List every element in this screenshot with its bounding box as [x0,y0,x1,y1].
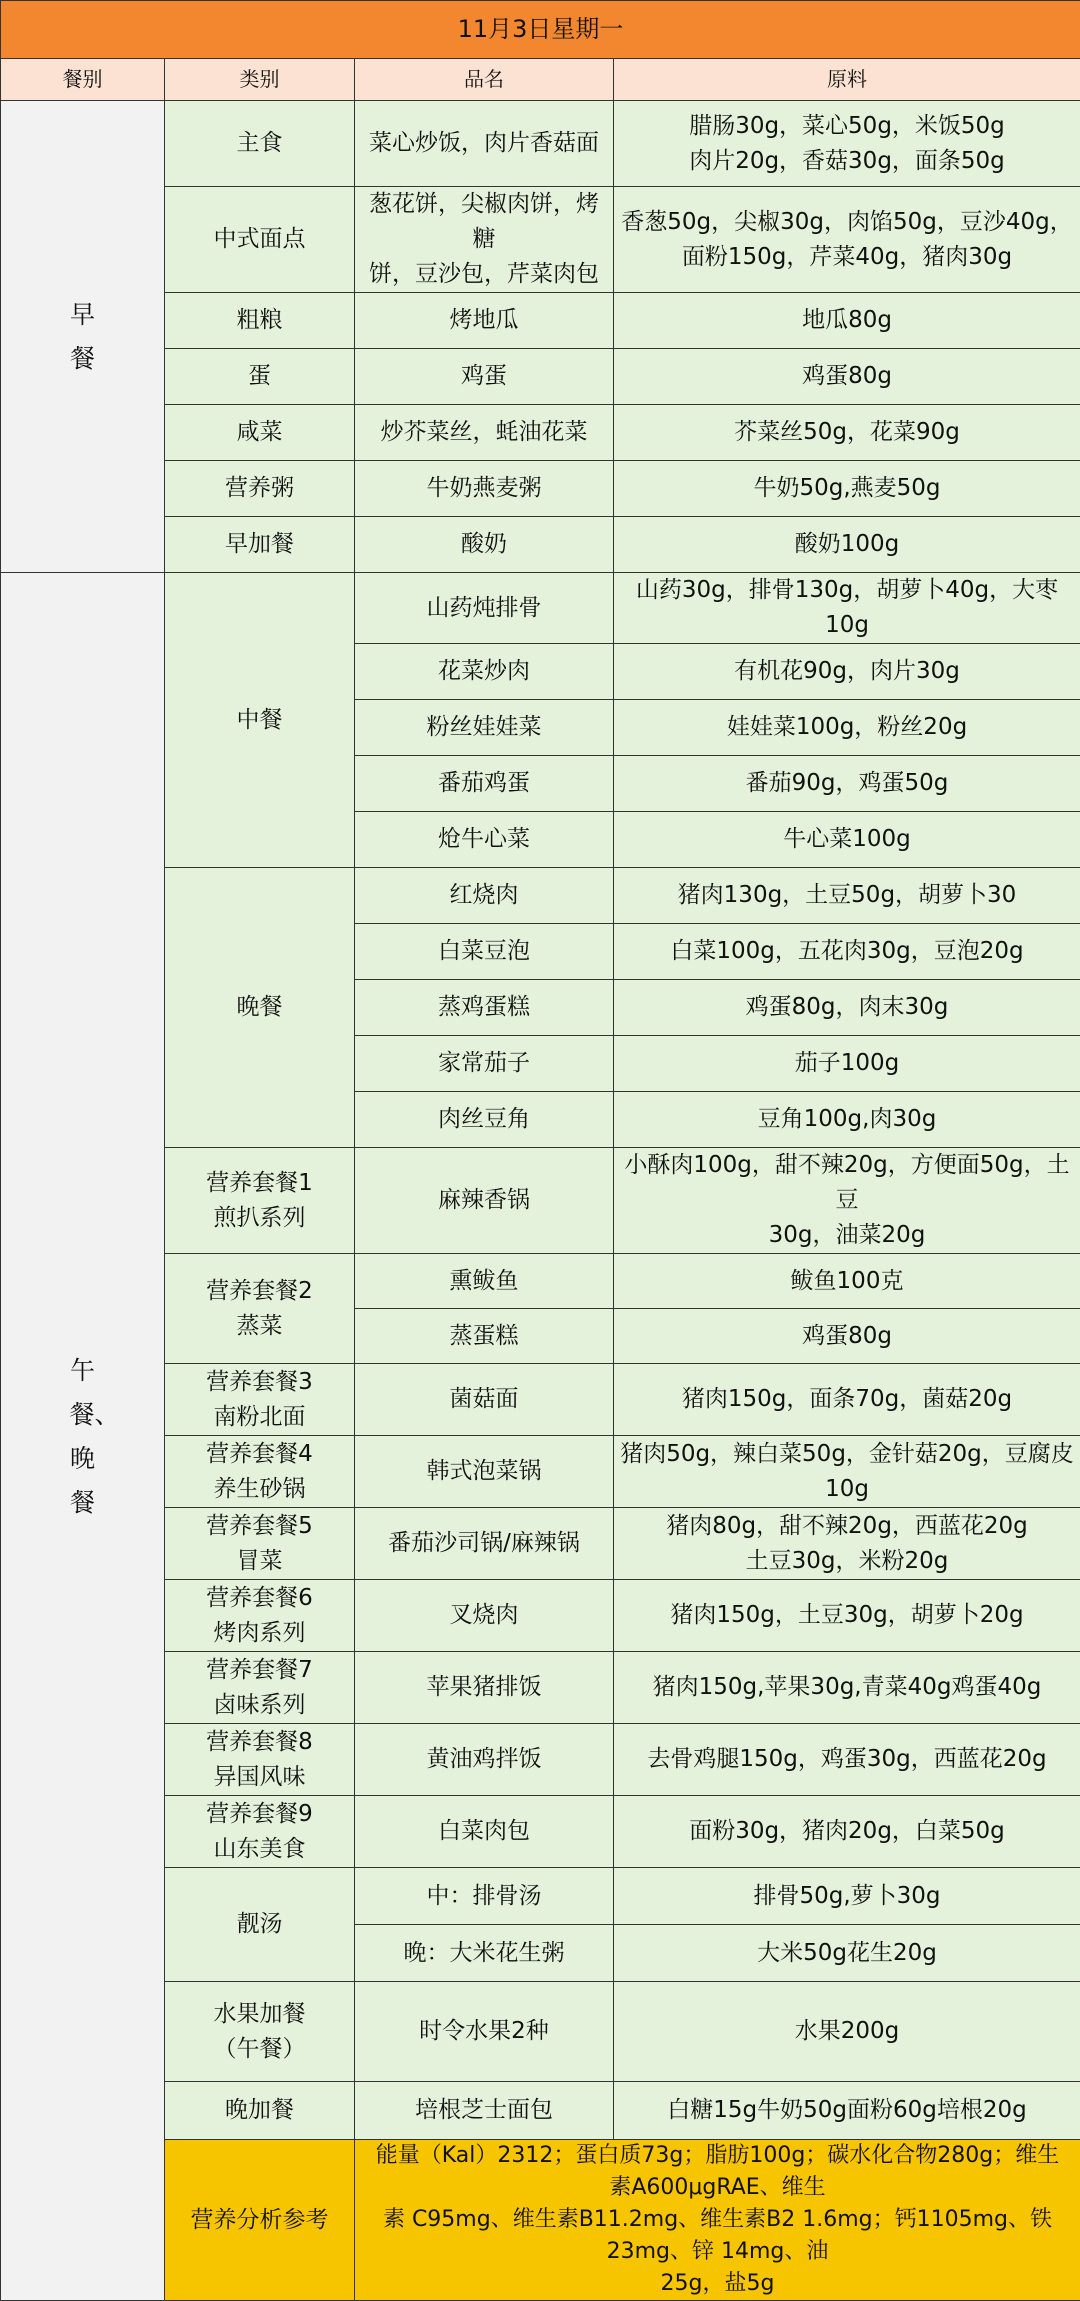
dish-cell: 晚：大米花生粥 [355,1925,614,1982]
dish-cell: 白菜豆泡 [355,924,614,980]
menu-title: 11月3日星期一 [1,1,1080,59]
ingredients-cell: 牛奶50g,燕麦50g [614,461,1080,517]
ingredients-cell: 山药30g，排骨130g，胡萝卜40g，大枣10g [614,573,1080,644]
dish-cell: 家常茄子 [355,1036,614,1092]
ingredients-line: 10g [620,1472,1074,1507]
dish-cell: 粉丝娃娃菜 [355,700,614,756]
ingredients-cell [614,187,1080,293]
ingredients-cell: 猪肉130g，土豆50g，胡萝卜30 [614,868,1080,924]
ingredients-cell [614,1436,1080,1508]
category-lunch: 中餐 [165,573,355,868]
category-cell: 粗粮 [165,293,355,349]
dish-cell: 山药炖排骨 [355,573,614,644]
ingredients-cell: 猪肉150g，面条70g，菌菇20g [614,1364,1080,1436]
ingredients-cell: 鲅鱼100克 [614,1254,1080,1309]
ingredients-line: 腊肠30g，菜心50g，米饭50g [620,109,1074,144]
category-set-4 [165,1436,355,1508]
dish-cell: 炝牛心菜 [355,812,614,868]
ingredients-cell [614,1148,1080,1254]
ingredients-line: 猪肉50g，辣白菜50g，金针菇20g，豆腐皮 [620,1437,1074,1472]
nutrition-line: 25g，盐5g [365,2268,1070,2300]
ingredients-cell: 有机花90g，肉片30g [614,644,1080,700]
ingredients-cell: 地瓜80g [614,293,1080,349]
ingredients-line: 30g，油菜20g [620,1218,1074,1253]
ingredients-cell: 鸡蛋80g，肉末30g [614,980,1080,1036]
dish-cell [355,187,614,293]
category-line: 营养套餐6 [171,1581,348,1616]
nutrition-label: 营养分析参考 [165,2140,355,2301]
dish-cell: 番茄鸡蛋 [355,756,614,812]
ingredients-cell [614,101,1080,187]
header-meal: 餐别 [1,59,165,101]
category-line: 养生砂锅 [171,1472,348,1507]
ingredients-line: 猪肉80g，甜不辣20g，西蓝花20g [620,1509,1074,1544]
category-late-snack: 晚加餐 [165,2082,355,2140]
header-category: 类别 [165,59,355,101]
category-line: 营养套餐8 [171,1725,348,1760]
dish-cell: 韩式泡菜锅 [355,1436,614,1508]
dish-cell: 菌菇面 [355,1364,614,1436]
category-line: （午餐） [171,2032,348,2067]
dish-cell: 蒸蛋糕 [355,1309,614,1364]
meal-breakfast [1,101,165,573]
category-set-6 [165,1580,355,1652]
dish-cell: 培根芝士面包 [355,2082,614,2140]
dish-cell: 蒸鸡蛋糕 [355,980,614,1036]
dish-cell: 肉丝豆角 [355,1092,614,1148]
ingredients-line: 小酥肉100g，甜不辣20g，方便面50g，土豆 [620,1148,1074,1218]
category-fruit [165,1982,355,2082]
category-set-9 [165,1796,355,1868]
category-line: 营养套餐5 [171,1509,348,1544]
dish-cell: 菜心炒饭，肉片香菇面 [355,101,614,187]
ingredients-cell: 番茄90g，鸡蛋50g [614,756,1080,812]
category-line: 南粉北面 [171,1400,348,1435]
dish-cell: 叉烧肉 [355,1580,614,1652]
meal-lunch-dinner-label: 午餐、晚餐 [70,1349,96,1525]
ingredients-line: 肉片20g，香菇30g，面条50g [620,144,1074,179]
category-cell: 蛋 [165,349,355,405]
category-cell: 主食 [165,101,355,187]
category-line: 异国风味 [171,1760,348,1795]
ingredients-cell [614,1508,1080,1580]
meal-lunch-dinner [1,573,165,2301]
ingredients-line: 面粉150g，芹菜40g，猪肉30g [620,240,1074,275]
category-cell: 咸菜 [165,405,355,461]
category-set-1 [165,1148,355,1254]
dish-cell: 烤地瓜 [355,293,614,349]
category-line: 烤肉系列 [171,1616,348,1651]
ingredients-cell: 大米50g花生20g [614,1925,1080,1982]
category-dinner: 晚餐 [165,868,355,1148]
category-cell: 中式面点 [165,187,355,293]
ingredients-cell: 去骨鸡腿150g，鸡蛋30g，西蓝花20g [614,1724,1080,1796]
dish-cell: 麻辣香锅 [355,1148,614,1254]
category-soup: 靓汤 [165,1868,355,1982]
category-line: 营养套餐4 [171,1437,348,1472]
nutrition-line: 能量（Kal）2312；蛋白质73g；脂肪100g；碳水化合物280g；维生素A600μgRAE、维生 [365,2140,1070,2204]
category-cell: 早加餐 [165,517,355,573]
dish-line: 葱花饼，尖椒肉饼，烤糖 [361,187,607,257]
ingredients-cell: 芥菜丝50g，花菜90g [614,405,1080,461]
ingredients-cell: 面粉30g，猪肉20g，白菜50g [614,1796,1080,1868]
dish-cell: 时令水果2种 [355,1982,614,2082]
dish-cell: 花菜炒肉 [355,644,614,700]
category-line: 煎扒系列 [171,1201,348,1236]
ingredients-cell: 酸奶100g [614,517,1080,573]
category-line: 营养套餐7 [171,1653,348,1688]
dish-cell: 牛奶燕麦粥 [355,461,614,517]
category-set-8 [165,1724,355,1796]
dish-cell: 苹果猪排饭 [355,1652,614,1724]
category-set-5 [165,1508,355,1580]
category-line: 水果加餐 [171,1997,348,2032]
dish-cell: 黄油鸡拌饭 [355,1724,614,1796]
dish-cell: 番茄沙司锅/麻辣锅 [355,1508,614,1580]
category-line: 山东美食 [171,1832,348,1867]
dish-cell: 酸奶 [355,517,614,573]
nutrition-line: 素 C95mg、维生素B11.2mg、维生素B2 1.6mg；钙1105mg、铁 23mg、锌 14mg、油 [365,2204,1070,2268]
dish-cell: 炒芥菜丝，蚝油花菜 [355,405,614,461]
ingredients-cell: 鸡蛋80g [614,349,1080,405]
category-line: 营养套餐9 [171,1797,348,1832]
ingredients-cell: 鸡蛋80g [614,1309,1080,1364]
ingredients-cell: 茄子100g [614,1036,1080,1092]
category-line: 蒸菜 [171,1309,348,1344]
ingredients-cell: 娃娃菜100g，粉丝20g [614,700,1080,756]
ingredients-cell: 猪肉150g，土豆30g，胡萝卜20g [614,1580,1080,1652]
ingredients-cell: 水果200g [614,1982,1080,2082]
meal-breakfast-label: 早餐 [70,293,96,381]
category-cell: 营养粥 [165,461,355,517]
dish-line: 饼，豆沙包，芹菜肉包 [361,257,607,292]
header-ingredients: 原料 [614,59,1080,101]
category-set-3 [165,1364,355,1436]
category-line: 营养套餐1 [171,1166,348,1201]
ingredients-cell: 牛心菜100g [614,812,1080,868]
dish-cell: 鸡蛋 [355,349,614,405]
dish-cell: 中：排骨汤 [355,1868,614,1925]
ingredients-cell: 白菜100g，五花肉30g，豆泡20g [614,924,1080,980]
ingredients-cell: 排骨50g,萝卜30g [614,1868,1080,1925]
category-set-7 [165,1652,355,1724]
ingredients-cell: 豆角100g,肉30g [614,1092,1080,1148]
category-set-2 [165,1254,355,1364]
category-line: 卤味系列 [171,1688,348,1723]
category-line: 营养套餐3 [171,1365,348,1400]
category-line: 营养套餐2 [171,1274,348,1309]
ingredients-cell: 猪肉150g,苹果30g,青菜40g鸡蛋40g [614,1652,1080,1724]
dish-cell: 红烧肉 [355,868,614,924]
dish-cell: 熏鲅鱼 [355,1254,614,1309]
ingredients-line: 香葱50g，尖椒30g，肉馅50g，豆沙40g， [620,205,1074,240]
ingredients-line: 土豆30g，米粉20g [620,1544,1074,1579]
header-dish: 品名 [355,59,614,101]
ingredients-cell: 白糖15g牛奶50g面粉60g培根20g [614,2082,1080,2140]
category-line: 冒菜 [171,1544,348,1579]
nutrition-text [355,2140,1080,2301]
dish-cell: 白菜肉包 [355,1796,614,1868]
